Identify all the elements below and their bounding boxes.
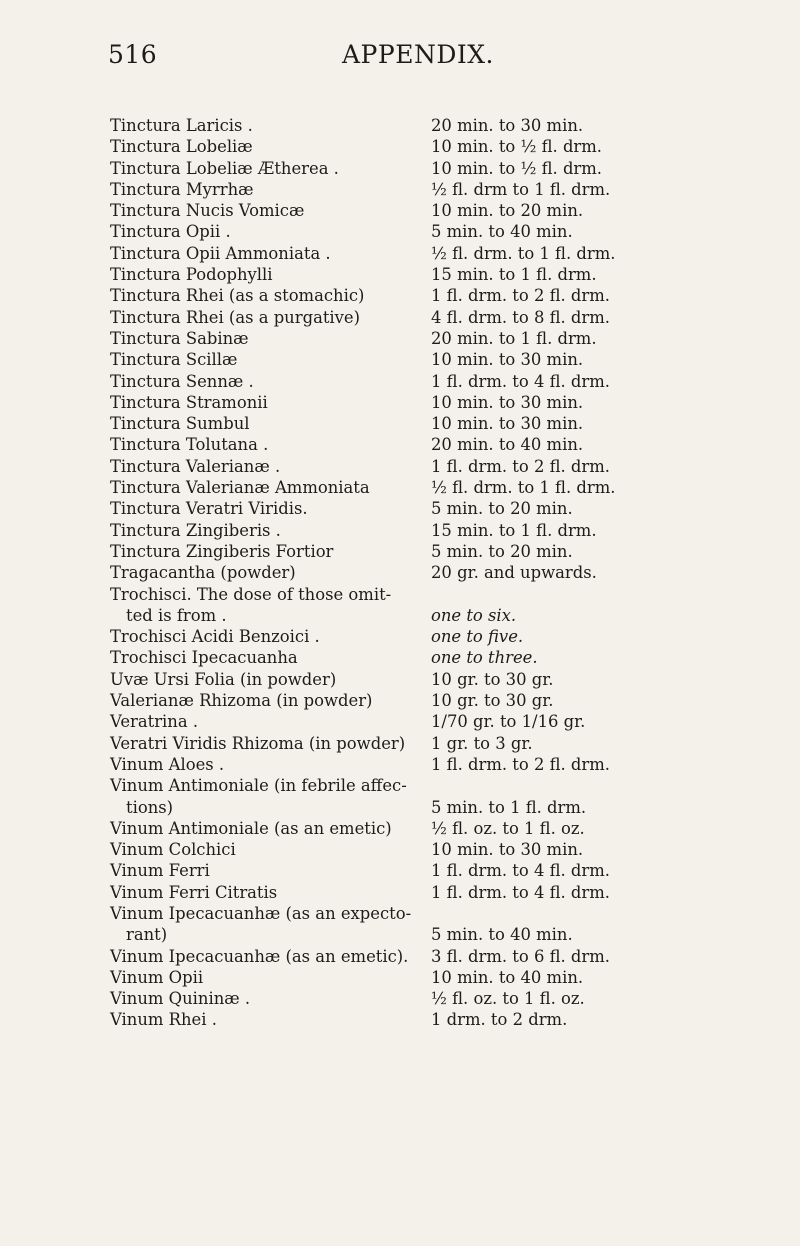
dose-row — [110, 562, 730, 583]
drug-name — [110, 179, 254, 200]
drug-name — [110, 158, 339, 179]
drug-name — [110, 434, 268, 455]
drug-name-line: Tinctura Valerianæ . — [110, 456, 281, 476]
dose-row — [110, 690, 730, 711]
dose-row — [110, 711, 730, 732]
drug-name — [110, 669, 336, 690]
drug-name-line: Tinctura Rhei (as a stomachic) — [110, 286, 365, 306]
drug-name-line: Tinctura Nucis Vomicæ — [110, 201, 305, 221]
dose-row — [110, 988, 730, 1009]
drug-name — [110, 903, 411, 946]
drug-name — [110, 988, 250, 1009]
running-head: APPENDIX. — [342, 40, 494, 69]
dose-value: ½ fl. drm. to 1 fl. drm. — [431, 243, 616, 263]
dose-value: 1 fl. drm. to 4 fl. drm. — [431, 882, 611, 902]
dose-row — [110, 882, 730, 903]
dose-value: 20 min. to 40 min. — [431, 435, 584, 455]
dose-row — [110, 456, 730, 477]
dose-row — [110, 839, 730, 860]
drug-name — [110, 733, 405, 754]
drug-name — [110, 647, 298, 668]
drug-name-line: Vinum Aloes . — [110, 754, 225, 774]
dose-row — [110, 775, 730, 818]
drug-name — [110, 562, 296, 583]
dose-row — [110, 541, 730, 562]
drug-name — [110, 243, 331, 264]
dose-row — [110, 967, 730, 988]
dose-row — [110, 626, 730, 647]
drug-name-line: Tinctura Zingiberis Fortior — [110, 541, 334, 561]
drug-name — [110, 775, 407, 818]
dose-value: 1 fl. drm. to 4 fl. drm. — [431, 371, 611, 391]
drug-name — [110, 967, 203, 988]
dose-row — [110, 413, 730, 434]
dose-value: 1 fl. drm. to 4 fl. drm. — [431, 861, 611, 881]
dose-value: 1/70 gr. to 1/16 gr. — [431, 712, 586, 732]
drug-name — [110, 392, 268, 413]
drug-name-line: Tinctura Sumbul — [110, 414, 250, 434]
dose-value: 20 min. to 1 fl. drm. — [431, 328, 597, 348]
drug-name — [110, 1009, 217, 1030]
drug-name-line: Uvæ Ursi Folia (in powder) — [110, 669, 337, 689]
dose-value: 5 min. to 40 min. — [431, 222, 573, 242]
drug-name — [110, 498, 308, 519]
dose-value: 10 gr. to 30 gr. — [431, 691, 554, 711]
drug-name-line: Trochisci Ipecacuanha — [110, 648, 298, 668]
dose-value: 3 fl. drm. to 6 fl. drm. — [431, 946, 611, 966]
dose-row — [110, 1009, 730, 1030]
drug-name-line: Tinctura Sabinæ — [110, 328, 249, 348]
drug-name — [110, 456, 280, 477]
drug-name — [110, 626, 320, 647]
drug-name — [110, 264, 273, 285]
drug-name-line: Vinum Rhei . — [110, 1010, 217, 1030]
dose-value: 10 min. to 20 min. — [431, 201, 584, 221]
drug-name — [110, 882, 277, 903]
drug-name — [110, 839, 236, 860]
dose-row — [110, 285, 730, 306]
drug-name-line: Tinctura Lobeliæ Ætherea . — [110, 158, 339, 178]
dose-value: 4 fl. drm. to 8 fl. drm. — [431, 307, 611, 327]
dose-value: 5 min. to 40 min. — [431, 925, 573, 945]
dose-row — [110, 264, 730, 285]
dose-row — [110, 903, 730, 946]
dose-value: 1 fl. drm. to 2 fl. drm. — [431, 754, 611, 774]
drug-name-line: Vinum Colchici — [110, 840, 236, 860]
dose-value: 1 fl. drm. to 2 fl. drm. — [431, 456, 611, 476]
dose-value: one to five. — [431, 627, 524, 647]
dose-value: 5 min. to 1 fl. drm. — [431, 797, 587, 817]
dose-row — [110, 434, 730, 455]
dose-value: 5 min. to 20 min. — [431, 499, 573, 519]
drug-name-line: Tinctura Podophylli — [110, 265, 273, 285]
dose-value: 15 min. to 1 fl. drm. — [431, 265, 597, 285]
drug-name-line: Trochisci. The dose of those omit- — [110, 584, 392, 604]
drug-name-line: Tinctura Scillæ — [110, 350, 238, 370]
drug-name-line: Tinctura Valerianæ Ammoniata — [110, 478, 370, 498]
page-number: 516 — [108, 40, 158, 69]
drug-name-line: Tinctura Zingiberis . — [110, 520, 281, 540]
drug-name-line: Trochisci Acidi Benzoici . — [110, 627, 320, 647]
drug-name-line: Vinum Antimoniale (in febrile affec- — [110, 776, 407, 796]
dose-row — [110, 307, 730, 328]
dose-row — [110, 136, 730, 157]
drug-name-line: Veratrina . — [110, 712, 199, 732]
page-header — [108, 40, 728, 80]
drug-name — [110, 221, 231, 242]
dose-value: 10 min. to ½ fl. drm. — [431, 137, 603, 157]
drug-name-line: Vinum Ipecacuanhæ (as an emetic). — [110, 946, 409, 966]
dose-row — [110, 115, 730, 136]
dose-row — [110, 498, 730, 519]
drug-name — [110, 711, 198, 732]
dose-value: 10 min. to 30 min. — [431, 350, 584, 370]
dose-value: 10 min. to 30 min. — [431, 840, 584, 860]
drug-name-continuation: rant) — [126, 925, 168, 945]
drug-name — [110, 328, 249, 349]
dose-value: 20 min. to 30 min. — [431, 116, 584, 135]
dose-value: 1 fl. drm. to 2 fl. drm. — [431, 286, 611, 306]
dose-value: ½ fl. oz. to 1 fl. oz. — [431, 818, 585, 838]
dose-row — [110, 200, 730, 221]
dose-value: ½ fl. drm to 1 fl. drm. — [431, 179, 611, 199]
dose-value: 1 gr. to 3 gr. — [431, 733, 533, 753]
dose-row — [110, 754, 730, 775]
dose-value: 5 min. to 20 min. — [431, 541, 573, 561]
dose-row — [110, 669, 730, 690]
dose-row — [110, 179, 730, 200]
drug-name — [110, 349, 237, 370]
dose-table — [110, 115, 730, 1031]
dose-value: 10 min. to 30 min. — [431, 414, 584, 434]
drug-name-line: Tinctura Veratri Viridis. — [110, 499, 308, 519]
drug-name-line: Tinctura Stramonii — [110, 392, 268, 412]
dose-value: 20 gr. and upwards. — [431, 563, 597, 583]
drug-name-continuation: tions) — [126, 797, 174, 817]
dose-row — [110, 946, 730, 967]
drug-name-continuation: ted is from . — [126, 605, 227, 625]
drug-name — [110, 371, 254, 392]
dose-value: one to three. — [431, 648, 538, 668]
dose-row — [110, 818, 730, 839]
dose-row — [110, 477, 730, 498]
dose-row — [110, 860, 730, 881]
dose-value: 1 drm. to 2 drm. — [431, 1010, 568, 1030]
drug-name-line: Vinum Antimoniale (as an emetic) — [110, 818, 392, 838]
dose-row — [110, 584, 730, 627]
drug-name-line: Vinum Ferri Citratis — [110, 882, 278, 902]
dose-value: 10 gr. to 30 gr. — [431, 669, 554, 689]
dose-row — [110, 371, 730, 392]
drug-name-line: Vinum Opii — [110, 967, 204, 987]
dose-row — [110, 328, 730, 349]
dose-row — [110, 520, 730, 541]
drug-name — [110, 200, 304, 221]
dose-value: ½ fl. drm. to 1 fl. drm. — [431, 478, 616, 498]
drug-name-line: Tinctura Myrrhæ — [110, 179, 254, 199]
dose-row — [110, 392, 730, 413]
drug-name — [110, 136, 253, 157]
drug-name-line: Tinctura Laricis . — [110, 116, 253, 135]
drug-name-line: Vinum Ipecacuanhæ (as an expecto- — [110, 903, 412, 923]
dose-value: 10 min. to 30 min. — [431, 392, 584, 412]
drug-name-line: Tinctura Opii Ammoniata . — [110, 243, 331, 263]
drug-name-line: Tragacantha (powder) — [110, 563, 296, 583]
drug-name — [110, 584, 391, 627]
drug-name-line: Tinctura Tolutana . — [110, 435, 269, 455]
drug-name — [110, 477, 370, 498]
drug-name-line: Tinctura Rhei (as a purgative) — [110, 307, 361, 327]
drug-name-line: Tinctura Lobeliæ — [110, 137, 253, 157]
drug-name — [110, 541, 333, 562]
dose-value: 10 min. to ½ fl. drm. — [431, 158, 603, 178]
drug-name-line: Tinctura Sennæ . — [110, 371, 254, 391]
dose-row — [110, 349, 730, 370]
dose-row — [110, 647, 730, 668]
drug-name — [110, 520, 281, 541]
drug-name — [110, 115, 253, 136]
drug-name-line: Veratri Viridis Rhizoma (in powder) — [110, 733, 406, 753]
drug-name — [110, 413, 250, 434]
dose-row — [110, 221, 730, 242]
drug-name — [110, 754, 224, 775]
drug-name-line: Tinctura Opii . — [110, 222, 231, 242]
dose-value: one to six. — [431, 605, 517, 625]
drug-name — [110, 307, 360, 328]
drug-name — [110, 818, 392, 839]
drug-name — [110, 690, 372, 711]
dose-value: ½ fl. oz. to 1 fl. oz. — [431, 989, 585, 1009]
dose-value: 15 min. to 1 fl. drm. — [431, 520, 597, 540]
drug-name-line: Vinum Quininæ . — [110, 989, 251, 1009]
drug-name — [110, 860, 210, 881]
dose-value: 10 min. to 40 min. — [431, 967, 584, 987]
drug-name-line: Vinum Ferri — [110, 861, 210, 881]
drug-name — [110, 946, 408, 967]
dose-row — [110, 158, 730, 179]
dose-row — [110, 243, 730, 264]
drug-name — [110, 285, 364, 306]
dose-row — [110, 733, 730, 754]
drug-name-line: Valerianæ Rhizoma (in powder) — [110, 691, 373, 711]
